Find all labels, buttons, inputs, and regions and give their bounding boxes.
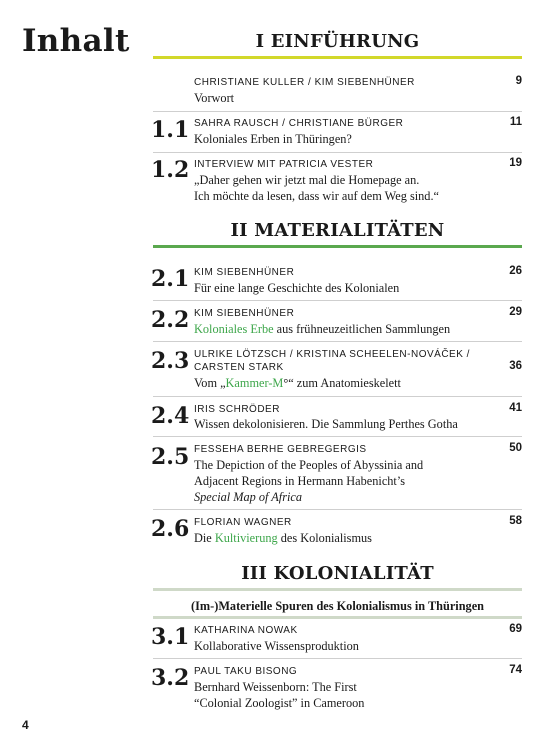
divider [153,341,522,342]
entry-page: 29 [509,306,522,318]
entry-title[interactable]: Für eine lange Geschichte des Kolonialen [194,281,400,295]
entry-author: SAHRA RAUSCH / CHRISTIANE BÜRGER [194,118,404,129]
entry-page: 9 [515,75,522,87]
entry-title-line: The Depiction of the Peoples of Abyssinia and [194,458,424,472]
entry-title[interactable]: Koloniales Erben in Thüringen? [194,132,352,146]
divider [153,300,522,301]
divider [153,658,522,659]
entry-title[interactable] [194,375,494,391]
section-rule-1 [153,56,522,59]
section-rule-3 [153,588,522,591]
entry-page: 36 [509,360,522,372]
entry-page: 19 [509,157,522,169]
entry-page: 50 [509,442,522,454]
entry-author-line: CARSTEN STARK [194,362,284,373]
entry-page: 11 [509,116,522,128]
entry-author: CHRISTIANE KULLER / KIM SIEBENHÜNER [194,77,415,88]
entry-page: 69 [509,623,522,635]
entry-author: FESSEHA BERHE GEBREGERGIS [194,444,367,455]
entry-number: 2.4 [151,403,190,429]
section-rule-3b [153,616,522,619]
section-rule-2 [153,245,522,248]
entry-author-line: ULRIKE LÖTZSCH / KRISTINA SCHEELEN-NOVÁČEK / [194,349,470,360]
highlighted-term: Kultivierung [214,531,278,545]
entry-number: 3.1 [151,624,190,650]
entry-page: 26 [509,265,522,277]
divider [153,436,522,437]
entry-title[interactable] [194,530,494,546]
entry-title[interactable]: Vorwort [194,91,235,105]
entry-title-pre: Die [194,531,215,545]
entry-number: 3.2 [151,665,190,691]
entry-number: 2.5 [151,444,190,470]
entry-title-line: Bernhard Weissenborn: The First [194,680,357,694]
entry-title[interactable]: Kollaborative Wissensproduktion [194,639,359,653]
entry-title-rest: aus frühneuzeitlichen Sammlungen [273,322,451,336]
entry-title-post: °“ zum Anatomieskelett [283,376,401,390]
entry-author: FLORIAN WAGNER [194,517,292,528]
page-number: 4 [22,718,29,732]
section-heading-2: II MATERIALITÄTEN [230,220,445,241]
entry-number: 2.6 [151,516,190,542]
divider [153,152,522,153]
entry-number: 1.2 [151,157,190,183]
entry-author: KIM SIEBENHÜNER [194,308,295,319]
entry-title-line: „Daher gehen wir jetzt mal die Homepage an. [194,173,420,187]
section-subheading: (Im-)Materielle Spuren des Kolonialismus in Thüringen [191,599,484,613]
entry-title-line: Ich möchte da lesen, dass wir auf dem Weg sind.“ [194,189,439,203]
map-title-italic: Special Map of Africa [194,490,303,504]
entry-title[interactable]: Wissen dekolonisieren. Die Sammlung Perthes Gotha [194,417,458,431]
entry-title[interactable] [194,172,494,204]
entry-author: PAUL TAKU BISONG [194,666,298,677]
divider [153,111,522,112]
section-heading-3: III KOLONIALITÄT [241,563,434,584]
divider [153,396,522,397]
page-title: Inhalt [22,23,130,59]
divider [153,509,522,510]
entry-number: 2.1 [151,266,190,292]
entry-author [194,348,470,374]
entry-page: 41 [509,402,522,414]
entry-title[interactable] [194,457,494,505]
entry-number: 2.3 [151,348,190,374]
entry-title[interactable] [194,321,494,337]
entry-title-line [194,489,494,505]
entry-title-pre: Vom „ [194,376,226,390]
entry-number: 2.2 [151,307,190,333]
entry-title-post: des Kolonialismus [277,531,372,545]
entry-author: INTERVIEW MIT PATRICIA VESTER [194,159,374,170]
entry-author: IRIS SCHRÖDER [194,404,280,415]
entry-page: 58 [509,515,522,527]
highlighted-term: Koloniales Erbe [194,322,274,336]
entry-author: KIM SIEBENHÜNER [194,267,295,278]
entry-number: 1.1 [151,117,190,143]
entry-title-line: “Colonial Zoologist” in Cameroon [194,696,365,710]
entry-page: 74 [509,664,522,676]
entry-title[interactable] [194,679,494,711]
entry-author: KATHARINA NOWAK [194,625,298,636]
entry-title-line: Adjacent Regions in Hermann Habenicht’s [194,474,406,488]
highlighted-term: Kammer-M [225,376,284,390]
section-heading-1: I EINFÜHRUNG [255,31,420,52]
